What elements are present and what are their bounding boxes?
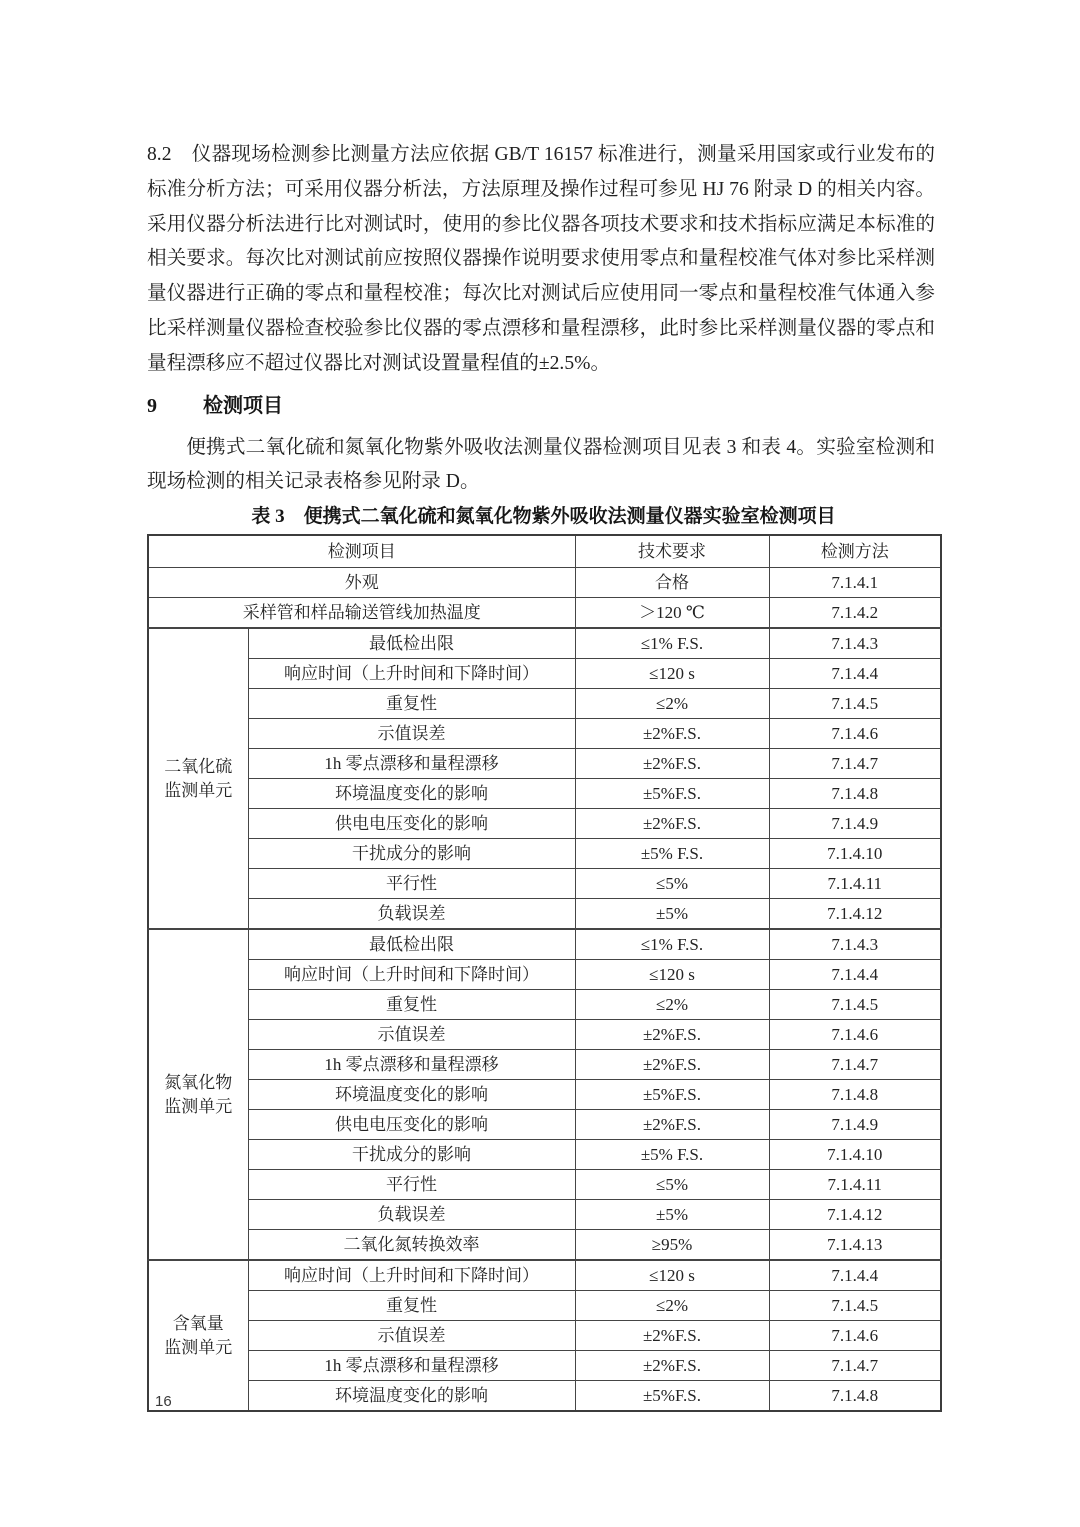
table-row [148,809,941,839]
table-row [148,1291,941,1321]
cell-requirement: 合格 [575,568,769,598]
cell-requirement: ＞120 ℃ [575,598,769,629]
section-8-2-number: 8.2 [147,144,172,165]
group-name-line: 监测单元 [164,780,233,800]
cell-requirement: ±5%F.S. [575,1080,769,1110]
header-method: 检测方法 [769,535,941,568]
cell-item: 重复性 [248,1291,575,1321]
table-row [148,1050,941,1080]
cell-method: 7.1.4.7 [769,749,941,779]
cell-requirement: ≤5% [575,1170,769,1200]
cell-item: 平行性 [248,869,575,899]
cell-item: 负载误差 [248,899,575,930]
paragraph-9: 便携式二氧化硫和氮氧化物紫外吸收法测量仪器检测项目见表 3 和表 4。实验室检测和现场检测的相关记录表格参见附录 D。 [147,436,935,493]
section-9-title: 检测项目 [203,394,283,417]
table-row [148,779,941,809]
cell-requirement: ≤2% [575,689,769,719]
table-row [148,1110,941,1140]
cell-item: 最低检出限 [248,628,575,659]
table-row [148,1020,941,1050]
table-row [148,719,941,749]
cell-item: 响应时间（上升时间和下降时间） [248,1260,575,1291]
cell-method: 7.1.4.11 [769,1170,941,1200]
table-row [148,1170,941,1200]
cell-item: 供电电压变化的影响 [248,1110,575,1140]
table-3-title: 表 3 便携式二氧化硫和氮氧化物紫外吸收法测量仪器实验室检测项目 [251,506,836,528]
cell-method: 7.1.4.5 [769,990,941,1020]
group-name-line: 监测单元 [164,1096,233,1116]
cell-requirement: ±5%F.S. [575,1381,769,1412]
cell-requirement: ±2%F.S. [575,1110,769,1140]
cell-item: 供电电压变化的影响 [248,809,575,839]
table-row [148,1140,941,1170]
cell-method: 7.1.4.7 [769,1050,941,1080]
cell-method: 7.1.4.10 [769,1140,941,1170]
cell-method: 7.1.4.8 [769,779,941,809]
cell-method: 7.1.4.11 [769,869,941,899]
cell-item: 环境温度变化的影响 [248,1080,575,1110]
cell-requirement: ±2%F.S. [575,1351,769,1381]
cell-item: 干扰成分的影响 [248,839,575,869]
cell-method: 7.1.4.12 [769,899,941,930]
cell-method: 7.1.4.2 [769,598,941,629]
cell-item: 干扰成分的影响 [248,1140,575,1170]
cell-method: 7.1.4.8 [769,1080,941,1110]
cell-item: 响应时间（上升时间和下降时间） [248,960,575,990]
cell-method: 7.1.4.6 [769,1321,941,1351]
cell-requirement: ±2%F.S. [575,1050,769,1080]
cell-method: 7.1.4.4 [769,1260,941,1291]
cell-item: 最低检出限 [248,929,575,960]
table-row [148,839,941,869]
cell-requirement: ≤120 s [575,1260,769,1291]
table-header-row [148,535,941,568]
cell-requirement: ≤120 s [575,960,769,990]
cell-group-name [148,1260,248,1411]
table-row [148,598,941,629]
cell-method: 7.1.4.3 [769,628,941,659]
table-row [148,628,941,659]
page-number: 16 [155,1393,172,1410]
cell-method: 7.1.4.5 [769,689,941,719]
table-row [148,568,941,598]
cell-requirement: ≤2% [575,1291,769,1321]
cell-method: 7.1.4.4 [769,659,941,689]
cell-requirement: ≤120 s [575,659,769,689]
table-3 [147,534,942,1412]
cell-item: 示值误差 [248,1321,575,1351]
cell-requirement: ≤2% [575,990,769,1020]
table-row [148,869,941,899]
cell-requirement: ±2%F.S. [575,809,769,839]
cell-requirement: ≤1% F.S. [575,929,769,960]
cell-method: 7.1.4.8 [769,1381,941,1412]
group-name-line: 氮氧化物 [164,1072,233,1092]
table-row [148,960,941,990]
cell-method: 7.1.4.9 [769,1110,941,1140]
table-row [148,1321,941,1351]
cell-item: 响应时间（上升时间和下降时间） [248,659,575,689]
cell-requirement: ±5% F.S. [575,839,769,869]
cell-method: 7.1.4.1 [769,568,941,598]
cell-requirement: ≥95% [575,1230,769,1261]
cell-method: 7.1.4.6 [769,719,941,749]
cell-item: 环境温度变化的影响 [248,779,575,809]
table-row [148,990,941,1020]
section-9-heading [147,391,935,421]
cell-item: 负载误差 [248,1200,575,1230]
header-requirement: 技术要求 [575,535,769,568]
cell-item: 重复性 [248,689,575,719]
cell-item: 1h 零点漂移和量程漂移 [248,749,575,779]
cell-requirement: ±5% F.S. [575,1140,769,1170]
cell-method: 7.1.4.9 [769,809,941,839]
table-row [148,1351,941,1381]
cell-method: 7.1.4.6 [769,1020,941,1050]
cell-group-name [148,628,248,929]
table-row [148,1381,941,1412]
cell-method: 7.1.4.7 [769,1351,941,1381]
table-row [148,1260,941,1291]
cell-item: 环境温度变化的影响 [248,1381,575,1412]
table-row [148,689,941,719]
table-row [148,659,941,689]
cell-requirement: ≤5% [575,869,769,899]
cell-item: 外观 [148,568,575,598]
cell-requirement: ±5%F.S. [575,779,769,809]
paragraph-8-2 [147,138,935,382]
cell-requirement: ±2%F.S. [575,1020,769,1050]
cell-method: 7.1.4.12 [769,1200,941,1230]
table-row [148,1200,941,1230]
section-8-2-text: 仪器现场检测参比测量方法应依据 GB/T 16157 标准进行，测量采用国家或行业发布的标准分析方法；可采用仪器分析法，方法原理及操作过程可参见 HJ 76 附录 D 的相关内容。采用仪器分析法进行比对测试时，使用的参比仪器各项技术要求和技术指标应满足本标准的相关要求。每次比对测试前应按照仪器操作说明要求使用零点和量程校准气体对参比采样测量仪器进行正确的零点和量程校准；每次比对测试后应使用同一零点和量程校准气体通入参比采样测量仪器检查校验参比仪器的零点漂移和量程漂移，此时参比采样测量仪器的零点和量程漂移应不超过仪器比对测试设置量程值的±2.5%。 [147,144,935,374]
table-row [148,899,941,930]
cell-item: 示值误差 [248,719,575,749]
cell-method: 7.1.4.10 [769,839,941,869]
cell-item: 1h 零点漂移和量程漂移 [248,1351,575,1381]
cell-method: 7.1.4.4 [769,960,941,990]
table-row [148,1080,941,1110]
cell-requirement: ≤1% F.S. [575,628,769,659]
cell-method: 7.1.4.3 [769,929,941,960]
section-9-number: 9 [147,394,157,417]
cell-item: 二氧化氮转换效率 [248,1230,575,1261]
cell-method: 7.1.4.5 [769,1291,941,1321]
group-name-line: 含氧量 [172,1313,224,1333]
document-page [147,138,935,1412]
table-row [148,929,941,960]
table3-body [148,568,941,1412]
cell-method: 7.1.4.13 [769,1230,941,1261]
cell-requirement: ±2%F.S. [575,1321,769,1351]
group-name-line: 二氧化硫 [164,756,233,776]
cell-requirement: ±5% [575,1200,769,1230]
cell-requirement: ±5% [575,899,769,930]
cell-item: 示值误差 [248,1020,575,1050]
cell-item: 采样管和样品输送管线加热温度 [148,598,575,629]
header-item: 检测项目 [148,535,575,568]
cell-requirement: ±2%F.S. [575,749,769,779]
cell-requirement: ±2%F.S. [575,719,769,749]
cell-item: 1h 零点漂移和量程漂移 [248,1050,575,1080]
cell-group-name [148,929,248,1260]
table-row [148,749,941,779]
group-name-line: 监测单元 [164,1337,233,1357]
cell-item: 重复性 [248,990,575,1020]
cell-item: 平行性 [248,1170,575,1200]
table-row [148,1230,941,1261]
